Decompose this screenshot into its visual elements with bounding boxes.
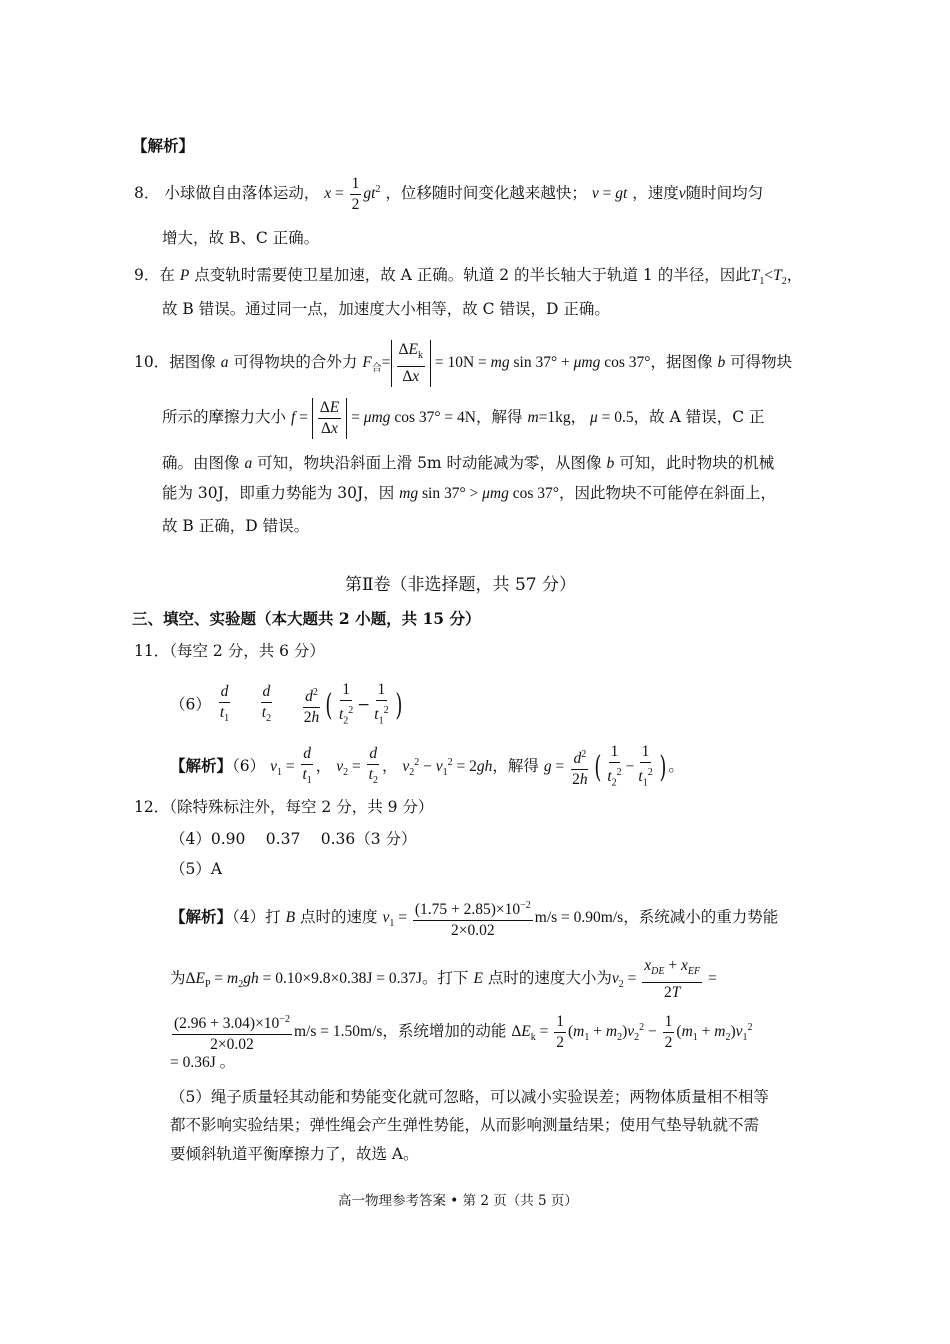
q10-line-2: 所示的摩擦力大小 f = $\frac{\Delta E}{\Delta x}$ = μmg cos 37° = 4N，解得 m=1kg， μ = 0.5，故 A 错误，C 正: [162, 399, 765, 437]
q12-part5-line-2: 都不影响实验结果；弹性绳会产生弹性势能，从而影响测量结果；使用气垫导轨就不需: [170, 1116, 760, 1134]
q11-header: 11．（每空 2 分，共 6 分）: [134, 642, 325, 660]
q12-answer-4: （4）0.90 0.37 0.36（3 分）: [170, 830, 417, 848]
formula-x-half-gt2: x = $\frac{1}{2}$ $gt^2$: [324, 175, 381, 213]
q10-number: 10．: [134, 353, 170, 372]
q12-analysis-line-3: $\frac{(2.96 + 3.04)\times 10^{-2}}{2\times 0.02}$ m/s = 1.50m/s，系统增加的动能 $\Delta E_k$ = $\frac{1}{2}$ $(m_1 + m_2)v_2^2$ − $\frac{1}{2}$ $(m_1 + m_2)v_1^2$: [170, 1010, 753, 1055]
section-title: 第Ⅱ卷（非选择题，共 57 分）: [345, 575, 576, 595]
q9-line-2: 故 B 错误。通过同一点，加速度大小相等，故 C 错误，D 正确。: [162, 300, 610, 318]
q12-part5-line-3: 要倾斜轨道平衡摩擦力了，故选 A。: [170, 1145, 419, 1163]
formula-net-force: $F_合=$ $\Delta E_k$ Δx = 10N = mg sin 37° + μmg cos 37°: [362, 341, 651, 386]
q10-line-5: 故 B 正确，D 错误。: [162, 517, 310, 535]
page-footer: 高一物理参考答案 • 第 2 页（共 5 页）: [338, 1193, 578, 1209]
analysis-header: 【解析】: [132, 136, 195, 155]
formula-v-gt: v = gt: [591, 185, 628, 203]
q12-answer-5: （5）A: [170, 860, 223, 878]
section3-title: 三、填空、实验题（本大题共 2 小题，共 15 分）: [132, 609, 481, 628]
q8-line-2: 增大，故 B、C 正确。: [162, 229, 320, 247]
q10-line-1: 10．据图像 a 可得物块的合外力 $F_合=$ $\Delta E_k$ Δx = 10N = mg sin 37° + μmg cos 37°，据图像 b 可得物块: [134, 341, 793, 386]
q11-analysis: 【解析】（6） $v_1$ = $\frac{d}{t_1}$ ， $v_2$ = $\frac{d}{t_2}$ ， $v_2^2 - v_1^2 = 2gh$，解得 g = $\frac{d^2}{2h}$ ( $\frac{1}{t_2^2}$ − $\frac{1}{t_1^2}$ ) 。: [170, 743, 684, 789]
q8-line-1: 8． 小球做自由落体运动， x = $\frac{1}{2}$ $gt^2$ ，位移随时间变化越来越快； v = gt ，速度v随时间均匀: [134, 175, 764, 213]
formula-friction: f = $\frac{\Delta E}{\Delta x}$ = μmg cos 37° = 4N: [290, 399, 476, 437]
q12-analysis-line-2: 为$\Delta E_P = m_2gh = 0.10\times 9.8\times 0.38J = 0.37J$。打下 E 点时的速度大小为$v_2$ = $x_{DE} + x_{EF}$ 2T =: [170, 957, 717, 1002]
q9-number: 9．: [134, 266, 160, 284]
q12-analysis-line-1: 【解析】（4）打 B 点时的速度 $v_1$ = $\frac{(1.75 + 2.85)\times 10^{-2}}{2\times 0.02}$ m/s = 0.90m/s，系统减小的重力势能: [170, 896, 778, 941]
q12-header: 12．（除特殊标注外，每空 2 分，共 9 分）: [134, 798, 434, 816]
q12-analysis-line-4: = 0.36J 。: [170, 1054, 236, 1071]
q10-line-3: 确。由图像 a 可知，物块沿斜面上滑 5m 时动能减为零，从图像 b 可知，此时物块的机械: [162, 454, 775, 472]
q8-number: 8．: [134, 184, 160, 203]
q10-line-4: 能为 30J，即重力势能为 30J，因 mg sin 37° > μmg cos 37°，因此物块不可能停在斜面上，: [162, 484, 777, 502]
q9-line-1: 9．在 P 点变轨时需要使卫星加速，故 A 正确。轨道 2 的半长轴大于轨道 1 的半径，因此$T_1<T_2$，: [134, 266, 803, 288]
q11-answer: （6） $\frac{d}{t_1}$ $\frac{d}{t_2}$ $\frac{d^2}{2h}$ ( $\frac{1}{t_2^2}$ − $\frac{1}{t_1^2}$ ): [170, 681, 402, 727]
q12-part5-line-1: （5）绳子质量轻其动能和势能变化就可忽略，可以减小实验误差；两物体质量相不相等: [170, 1088, 769, 1106]
